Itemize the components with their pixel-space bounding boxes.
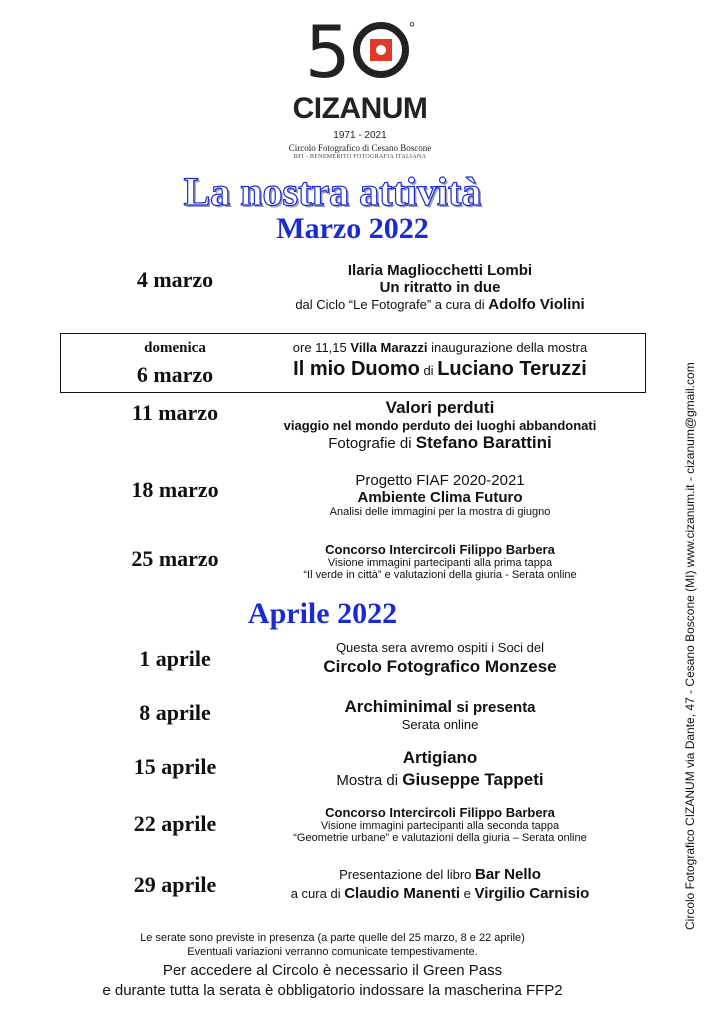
event-line xyxy=(240,770,640,790)
event-line: Un ritratto in due xyxy=(379,279,501,296)
event-text: si presenta xyxy=(452,699,536,716)
event-title: Archiminimal xyxy=(344,697,453,716)
event-text: Fotografie di xyxy=(328,435,416,452)
event-name: Adolfo Violini xyxy=(488,296,585,313)
mask-note: e durante tutta la serata è obbligatorio indossare la mascherina FFP2 xyxy=(102,982,563,999)
event-info xyxy=(240,472,640,518)
green-pass-note: Per accedere al Circolo è necessario il Green Pass xyxy=(162,962,503,979)
club-name: Circolo Fotografico di Cesano Boscone xyxy=(288,143,432,153)
event-line xyxy=(240,340,640,355)
years: 1971 - 2021 xyxy=(333,130,387,141)
event-line: Circolo Fotografico Monzese xyxy=(323,657,557,676)
event-line: Artigiano xyxy=(402,748,478,767)
footer-note: Le serate sono previste in presenza (a parte quelle del 25 marzo, 8 e 22 aprile) xyxy=(140,932,525,944)
event-info xyxy=(240,866,640,902)
brand-name: CIZANUM xyxy=(292,92,428,125)
event-line: “Geometrie urbane” e valutazioni della giuria – Serata online xyxy=(293,832,587,844)
event-line xyxy=(240,433,640,453)
event-date: 22 aprile xyxy=(133,811,217,836)
event-info xyxy=(240,697,640,732)
event-info xyxy=(240,542,640,581)
event-line xyxy=(240,296,640,313)
event-info xyxy=(240,340,640,381)
event-line: Concorso Intercircoli Filippo Barbera xyxy=(325,805,555,820)
event-date: 1 aprile xyxy=(139,646,211,671)
event-line: Ambiente Clima Futuro xyxy=(357,489,523,506)
event-name: Giuseppe Tappeti xyxy=(402,770,544,789)
event-text: dal Ciclo “Le Fotografe” a cura di xyxy=(295,297,489,312)
event-name: Virgilio Carnisio xyxy=(474,885,590,902)
event-name: Luciano Teruzzi xyxy=(437,358,587,380)
logo-number: 5 xyxy=(304,10,351,94)
event-date: 18 marzo xyxy=(131,477,219,502)
event-info xyxy=(240,398,640,453)
event-date: 29 aprile xyxy=(133,872,217,897)
event-line: Visione immagini partecipanti alla seconda tappa xyxy=(320,820,560,832)
event-info xyxy=(240,640,640,677)
event-line: Visione immagini partecipanti alla prima tappa xyxy=(327,557,553,569)
event-line xyxy=(240,885,640,902)
event-text: e xyxy=(460,886,475,901)
event-text: ore 11,15 xyxy=(292,340,351,355)
event-info xyxy=(240,262,640,313)
camera-aperture-icon xyxy=(353,22,409,78)
event-line: Analisi delle immagini per la mostra di giugno xyxy=(329,506,551,518)
page-title: La nostra attività xyxy=(183,169,482,214)
april-heading: Aprile 2022 xyxy=(247,597,398,630)
event-line: viaggio nel mondo perduto dei luoghi abbandonati xyxy=(283,418,597,433)
event-date: 15 aprile xyxy=(133,754,217,779)
event-weekday: domenica xyxy=(144,340,206,356)
event-line: Serata online xyxy=(401,717,479,732)
event-date: 8 aprile xyxy=(139,700,211,725)
footer-note: Eventuali variazioni verranno comunicate tempestivamente. xyxy=(187,946,478,958)
event-line: Progetto FIAF 2020-2021 xyxy=(355,472,525,489)
event-title: Il mio Duomo xyxy=(293,358,420,380)
event-line xyxy=(240,866,640,883)
event-line xyxy=(240,697,640,717)
event-text: Presentazione del libro xyxy=(339,867,475,882)
event-title: Bar Nello xyxy=(475,866,541,883)
event-info xyxy=(240,805,640,844)
event-info xyxy=(240,748,640,790)
event-venue: Villa Marazzi xyxy=(350,340,428,355)
fifty-anniversary-mark xyxy=(240,10,480,94)
event-line xyxy=(240,358,640,381)
event-date: 11 marzo xyxy=(131,400,219,425)
event-line: Concorso Intercircoli Filippo Barbera xyxy=(325,542,555,557)
event-line: Ilaria Magliocchetti Lombi xyxy=(347,262,533,279)
contact-sidebar: Circolo Fotografico CIZANUM via Dante, 47 - Cesano Boscone (MI) www.cizanum.it - cizanum@gmail.com xyxy=(683,362,697,930)
event-date: 25 marzo xyxy=(131,546,219,571)
cizanum-logo xyxy=(240,10,480,160)
event-text: a cura di xyxy=(290,886,345,901)
event-text: di xyxy=(419,363,438,378)
honor-line: BFI - BENEMERITO FOTOGRAFIA ITALIANA xyxy=(293,154,427,160)
event-text: inaugurazione della mostra xyxy=(427,340,588,355)
logo-degree: ° xyxy=(408,20,416,37)
event-line: “Il verde in città” e valutazioni della giuria - Serata online xyxy=(303,569,577,581)
event-text: Mostra di xyxy=(336,772,403,789)
event-name: Stefano Barattini xyxy=(415,433,552,452)
event-line: Valori perduti xyxy=(385,398,495,417)
event-line: Questa sera avremo ospiti i Soci del xyxy=(335,640,545,655)
event-date: 6 marzo xyxy=(136,362,214,387)
event-date: 4 marzo xyxy=(136,267,214,292)
event-name: Claudio Manenti xyxy=(344,885,461,902)
march-heading: Marzo 2022 xyxy=(276,212,429,245)
